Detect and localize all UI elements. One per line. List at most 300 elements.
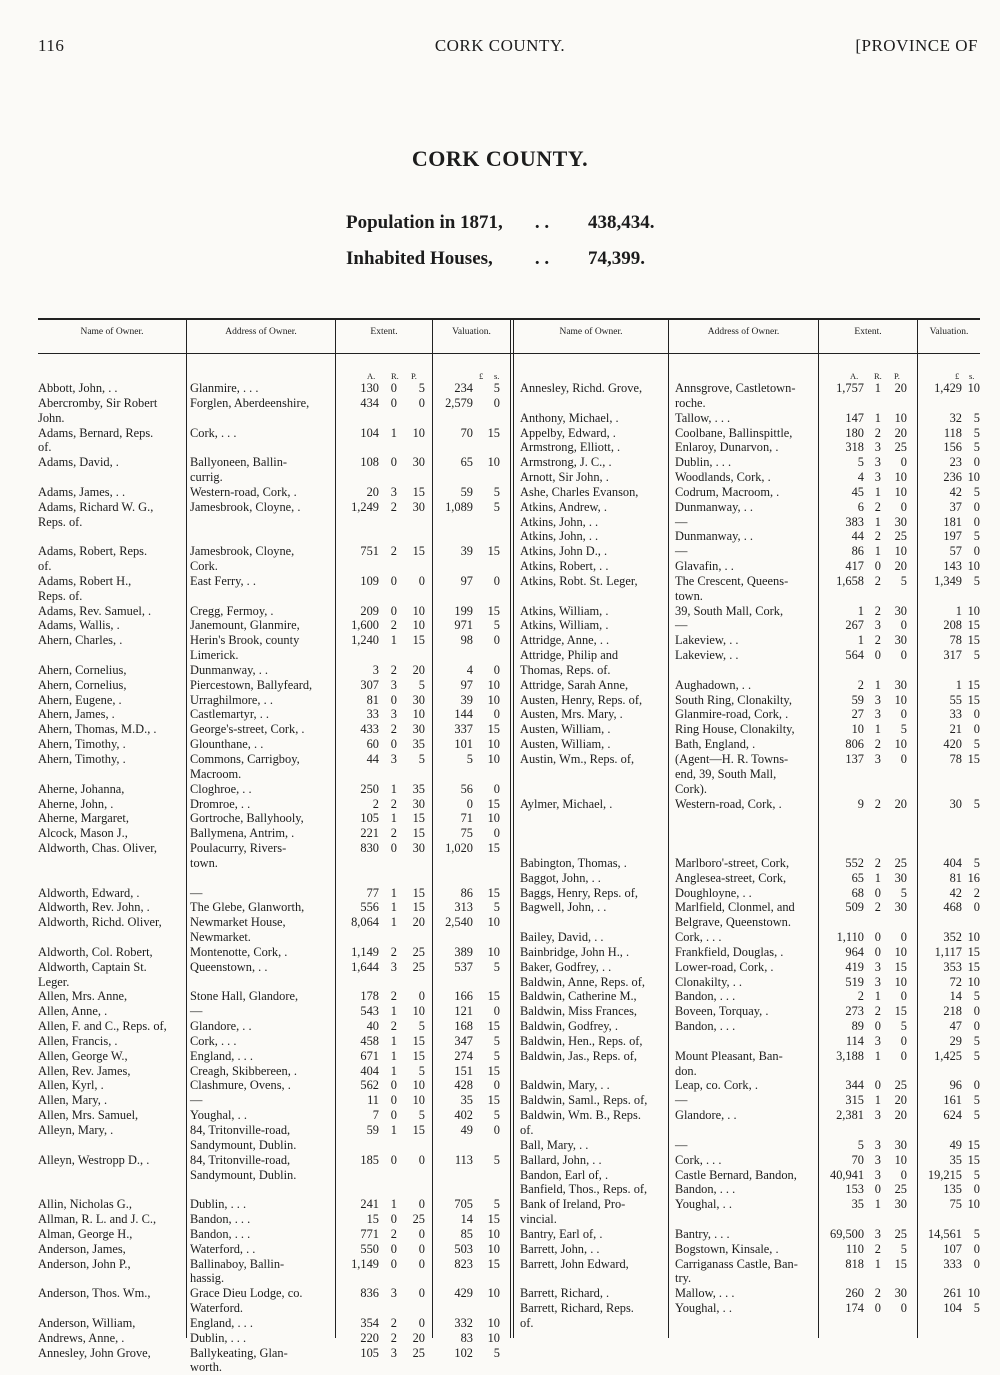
owner-name: Anderson, John P., (38, 1256, 131, 1271)
extent-perches: 5 (418, 677, 425, 692)
extent-perches: 30 (412, 796, 425, 811)
extent-perches: 5 (418, 1063, 425, 1078)
valuation-pounds: 5 (466, 752, 473, 766)
valuation-shillings: 5 (493, 959, 500, 974)
owner-address: Dunmanway, . . (190, 662, 268, 677)
extent-acres: 1,240 (351, 633, 379, 648)
extent-roods: 3 (390, 959, 397, 974)
extent-roods: 0 (390, 1108, 397, 1123)
col-header-address: Address of Owner. (707, 327, 780, 337)
owner-name: of. (38, 559, 52, 574)
owner-address: Sandymount, Dublin. (190, 1167, 297, 1182)
extent-acres: 552 (845, 855, 864, 870)
extent-perches: 0 (900, 707, 907, 722)
page-title: CORK COUNTY. (411, 146, 589, 171)
valuation-pounds: 337 (454, 722, 473, 737)
extent-acres: 114 (845, 1033, 864, 1048)
valuation-pounds: 4 (466, 662, 473, 677)
col-header-name: Name of Owner. (559, 327, 623, 337)
valuation-shillings: 16 (967, 870, 980, 885)
valuation-pounds: 56 (460, 781, 473, 796)
owner-name: Austen, Henry, Reps. of, (520, 692, 643, 707)
owner-name: Bank of Ireland, Pro- (520, 1197, 626, 1212)
valuation-pounds: 49 (460, 1123, 473, 1137)
owner-address: (Agent—H. R. Towns- (675, 752, 789, 766)
owner-address: Leap, co. Cork, . (675, 1078, 758, 1093)
extent-acres: 2 (857, 989, 864, 1004)
valuation-pounds: 468 (943, 900, 962, 915)
extent-roods: 1 (390, 633, 397, 648)
owner-address: Queenstown, . . (190, 959, 268, 974)
extent-roods: 3 (390, 707, 397, 722)
valuation-pounds: 37 (949, 499, 962, 514)
stat-dots: . . (534, 248, 550, 269)
owner-name: Barrett, John Edward, (520, 1256, 629, 1271)
valuation-shillings: 10 (487, 944, 500, 959)
valuation-pounds: 23 (949, 455, 962, 470)
owner-address: The Crescent, Queens- (675, 573, 789, 588)
owner-address: Youghal, . . (675, 1301, 732, 1316)
extent-acres: 109 (360, 573, 379, 588)
owner-address: Dunmanway, . . (675, 529, 753, 544)
extent-perches: 0 (900, 752, 907, 766)
valuation-pounds: 199 (454, 603, 473, 618)
owner-address: Mount Pleasant, Ban- (675, 1048, 783, 1063)
extent-perches: 0 (900, 499, 907, 514)
extent-acres: 147 (845, 410, 864, 425)
valuation-shillings: 0 (973, 455, 980, 470)
owner-name: Anthony, Michael, . (520, 410, 619, 425)
extent-roods: 2 (390, 1330, 397, 1345)
owner-address: 84, Tritonville-road, (190, 1123, 291, 1137)
extent-acres: 836 (360, 1286, 379, 1301)
valuation-shillings: 0 (493, 707, 500, 722)
owner-address: Marlboro'-street, Cork, (675, 855, 790, 870)
owner-address: Western-road, Cork, . (675, 796, 782, 811)
extent-roods: 0 (390, 1152, 397, 1167)
extent-roods: 1 (874, 484, 881, 499)
page-number: 116 (38, 36, 65, 55)
valuation-shillings: 5 (973, 410, 980, 425)
valuation-shillings: 10 (487, 1226, 500, 1241)
column-rule (186, 318, 187, 1338)
valuation-shillings: 5 (973, 737, 980, 752)
extent-roods: 0 (874, 1301, 881, 1316)
table-top-rule (38, 318, 980, 320)
valuation-pounds: 404 (943, 855, 962, 870)
extent-roods: 2 (874, 796, 881, 811)
extent-acres: 417 (845, 559, 864, 574)
extent-acres: 10 (851, 722, 864, 737)
extent-roods: 2 (874, 855, 881, 870)
valuation-shillings: 10 (967, 930, 980, 945)
owner-name: Attridge, Sarah Anne, (520, 677, 629, 692)
valuation-pounds: 313 (454, 900, 473, 915)
owner-address: Cregg, Fermoy, . (190, 603, 274, 618)
extent-roods: 0 (874, 1019, 881, 1034)
extent-roods: 0 (874, 559, 881, 574)
extent-acres: 77 (366, 885, 379, 900)
extent-perches: 30 (894, 603, 907, 618)
extent-roods: 3 (874, 1167, 881, 1182)
extent-perches: 15 (412, 1123, 425, 1137)
owner-name: Adams, Robert, Reps. (38, 544, 148, 559)
extent-roods: 3 (874, 455, 881, 470)
owner-address: Clonakilty, . . (675, 974, 742, 989)
extent-perches: 20 (412, 662, 425, 677)
owner-address: Lakeview, . . (675, 648, 739, 663)
owner-address: Newmarket. (190, 930, 251, 945)
owner-address: Commons, Carrigboy, (190, 752, 300, 766)
extent-perches: 35 (412, 781, 425, 796)
extent-roods: 0 (390, 737, 397, 752)
extent-perches: 0 (900, 989, 907, 1004)
owner-address: Glavafin, . . (675, 559, 734, 574)
owner-address: South Ring, Clonakilty, (675, 692, 792, 707)
extent-acres: 267 (845, 618, 864, 633)
owner-name: of. (520, 1315, 534, 1330)
extent-acres: 178 (360, 989, 379, 1004)
extent-acres: 44 (851, 529, 864, 544)
extent-roods: 3 (874, 692, 881, 707)
owner-name: Atkins, John D., . (520, 544, 608, 559)
owner-address: Cork. (190, 559, 218, 574)
extent-perches: 5 (418, 381, 425, 395)
owner-name: Adams, Robert H., (38, 573, 132, 588)
owner-address: Janemount, Glanmire, (190, 618, 300, 633)
stat-value: 438,434. (588, 212, 655, 233)
owner-address: Tallow, . . . (675, 410, 731, 425)
valuation-pounds: 135 (943, 1182, 962, 1197)
column-rule (668, 318, 669, 1338)
valuation-pounds: 96 (949, 1078, 962, 1093)
owner-name: Bagwell, John, . . (520, 900, 607, 915)
valuation-pounds: 35 (460, 1093, 473, 1108)
valuation-pounds: 70 (460, 425, 473, 440)
owner-address: Bogstown, Kinsale, . (675, 1241, 779, 1256)
valuation-shillings: 15 (487, 885, 500, 900)
owner-name: Banfield, Thos., Reps. of, (520, 1182, 648, 1197)
extent-acres: 404 (360, 1063, 379, 1078)
valuation-pounds: 102 (454, 1345, 473, 1360)
extent-perches: 10 (412, 618, 425, 633)
extent-roods: 3 (874, 1108, 881, 1123)
owner-address: Bandon, . . . (190, 1212, 251, 1227)
extent-roods: 0 (874, 944, 881, 959)
valuation-shillings: 0 (973, 499, 980, 514)
valuation-shillings: 5 (493, 484, 500, 499)
owner-name: Attridge, Philip and (520, 648, 619, 663)
owner-address: Poulacurry, Rivers- (190, 841, 287, 856)
valuation-pounds: 1,429 (934, 381, 962, 395)
owner-address: Lower-road, Cork, . (675, 959, 774, 974)
owner-address: Newmarket House, (190, 915, 286, 930)
valuation-shillings: 15 (967, 959, 980, 974)
extent-acres: 20 (366, 484, 379, 499)
valuation-pounds: 14 (460, 1212, 473, 1227)
extent-acres: 44 (366, 752, 379, 766)
owner-name: Anderson, William, (38, 1315, 136, 1330)
valuation-pounds: 0 (466, 796, 473, 811)
valuation-shillings: 0 (973, 1182, 980, 1197)
extent-perches: 30 (894, 900, 907, 915)
owner-address: Urraghilmore, . . (190, 692, 273, 707)
valuation-pounds: 2,579 (445, 395, 473, 410)
extent-acres: 519 (845, 974, 864, 989)
owner-address: Glandore, . . (675, 1108, 737, 1123)
valuation-shillings: 10 (487, 455, 500, 470)
extent-roods: 0 (390, 692, 397, 707)
valuation-pounds: 218 (943, 1004, 962, 1019)
extent-perches: 10 (894, 484, 907, 499)
valuation-shillings: 10 (487, 1315, 500, 1330)
extent-roods: 0 (390, 1093, 397, 1108)
extent-roods: 3 (874, 470, 881, 485)
extent-acres: 108 (360, 455, 379, 470)
valuation-shillings: 15 (487, 1019, 500, 1034)
extent-perches: 35 (412, 737, 425, 752)
extent-acres: 33 (366, 707, 379, 722)
valuation-shillings: 5 (493, 900, 500, 915)
extent-perches: 0 (418, 573, 425, 588)
owner-address: Glounthane, . . (190, 737, 264, 752)
owner-name: Barrett, Richard, . (520, 1286, 610, 1301)
extent-perches: 30 (894, 514, 907, 529)
owner-address: Cork). (675, 781, 708, 796)
owner-name: Aldworth, Col. Robert, (38, 944, 153, 959)
valuation-pounds: 347 (454, 1033, 473, 1048)
extent-perches: 0 (418, 1241, 425, 1256)
valuation-pounds: 503 (454, 1241, 473, 1256)
valuation-shillings: 10 (967, 603, 980, 618)
unit-acres: A. (850, 371, 859, 381)
running-title: CORK COUNTY. (434, 36, 566, 55)
extent-roods: 0 (874, 1078, 881, 1093)
extent-acres: 1,249 (351, 499, 379, 514)
extent-acres: 86 (851, 544, 864, 559)
valuation-shillings: 10 (487, 752, 500, 766)
owner-address: Lakeview, . . (675, 633, 739, 648)
owner-address: Bath, England, . (675, 737, 756, 752)
valuation-shillings: 0 (973, 1241, 980, 1256)
owner-name: Baldwin, Wm. B., Reps. (520, 1108, 641, 1123)
extent-perches: 30 (894, 1197, 907, 1212)
extent-perches: 20 (894, 381, 907, 395)
valuation-shillings: 0 (973, 707, 980, 722)
owner-address: Limerick. (190, 648, 239, 663)
valuation-pounds: 143 (943, 559, 962, 574)
extent-acres: 250 (360, 781, 379, 796)
extent-acres: 1,149 (351, 944, 379, 959)
owner-address: Frankfield, Douglas, . (675, 944, 784, 959)
extent-acres: 818 (845, 1256, 864, 1271)
owner-name: Barrett, Richard, Reps. (520, 1301, 634, 1316)
valuation-shillings: 0 (973, 1078, 980, 1093)
owner-name: Aherne, Margaret, (38, 811, 129, 826)
extent-roods: 2 (390, 796, 397, 811)
owner-address: Jamesbrook, Cloyne, . (190, 499, 301, 514)
extent-perches: 15 (412, 826, 425, 841)
extent-acres: 68 (851, 885, 864, 900)
extent-perches: 30 (894, 1286, 907, 1301)
owner-address: — (190, 1093, 203, 1108)
extent-roods: 2 (390, 618, 397, 633)
extent-perches: 20 (412, 915, 425, 930)
owner-address: Woodlands, Cork, . (675, 470, 771, 485)
extent-perches: 30 (412, 722, 425, 737)
extent-roods: 2 (874, 529, 881, 544)
extent-roods: 0 (874, 930, 881, 945)
extent-roods: 3 (874, 1137, 881, 1152)
extent-roods: 1 (390, 425, 397, 440)
owner-address: Dublin, . . . (675, 455, 732, 470)
stat-label: Inhabited Houses, (346, 248, 493, 269)
valuation-shillings: 15 (487, 1063, 500, 1078)
valuation-shillings: 5 (493, 618, 500, 633)
extent-acres: 70 (851, 1152, 864, 1167)
extent-perches: 30 (412, 841, 425, 856)
owner-address: George's-street, Cork, . (190, 722, 305, 737)
valuation-pounds: 71 (460, 811, 473, 826)
valuation-pounds: 19,215 (927, 1167, 962, 1182)
owner-name: of. (520, 1123, 534, 1137)
owner-name: Aylmer, Michael, . (520, 796, 613, 811)
extent-acres: 315 (845, 1093, 864, 1108)
owner-address: — (675, 544, 688, 559)
valuation-shillings: 5 (493, 499, 500, 514)
extent-acres: 89 (851, 1019, 864, 1034)
extent-perches: 25 (894, 1182, 907, 1197)
valuation-pounds: 420 (943, 737, 962, 752)
extent-acres: 81 (366, 692, 379, 707)
owner-name: Baldwin, Jas., Reps. of, (520, 1048, 638, 1063)
valuation-shillings: 5 (493, 1033, 500, 1048)
extent-acres: 105 (360, 811, 379, 826)
valuation-shillings: 5 (493, 1197, 500, 1212)
unit-shillings: s. (494, 371, 500, 381)
valuation-shillings: 15 (487, 544, 500, 559)
extent-perches: 15 (412, 633, 425, 648)
owner-name: Anderson, James, (38, 1241, 126, 1256)
valuation-pounds: 86 (460, 885, 473, 900)
extent-roods: 2 (390, 989, 397, 1004)
owner-name: Austen, William, . (520, 737, 611, 752)
owner-name: Armstrong, Elliott, . (520, 440, 621, 455)
owner-name: Annesley, Richd. Grove, (520, 381, 643, 395)
owner-name: Austen, Mrs. Mary, . (520, 707, 623, 722)
extent-acres: 964 (845, 944, 864, 959)
owner-address: end, 39, South Mall, (675, 766, 777, 781)
extent-roods: 2 (390, 944, 397, 959)
valuation-pounds: 197 (943, 529, 962, 544)
extent-roods: 2 (390, 499, 397, 514)
valuation-pounds: 75 (460, 826, 473, 841)
owner-address: 39, South Mall, Cork, (675, 603, 784, 618)
extent-perches: 5 (900, 885, 907, 900)
extent-acres: 806 (845, 737, 864, 752)
extent-roods: 3 (390, 677, 397, 692)
valuation-pounds: 78 (949, 752, 962, 766)
owner-address: Marlfield, Clonmel, and (675, 900, 795, 915)
extent-acres: 1 (857, 603, 864, 618)
col-header-valuation: Valuation. (929, 327, 969, 337)
valuation-pounds: 971 (454, 618, 473, 633)
owner-address: — (675, 1137, 688, 1152)
extent-perches: 25 (894, 1078, 907, 1093)
valuation-shillings: 0 (493, 1123, 500, 1137)
owner-name: Reps. of. (38, 588, 83, 603)
section-title: [PROVINCE OF (855, 36, 978, 55)
valuation-shillings: 15 (487, 603, 500, 618)
valuation-pounds: 161 (943, 1093, 962, 1108)
extent-acres: 434 (360, 395, 379, 410)
extent-acres: 433 (360, 722, 379, 737)
col-header-valuation: Valuation. (452, 327, 491, 337)
valuation-pounds: 32 (949, 410, 962, 425)
extent-acres: 1,149 (351, 1256, 379, 1271)
extent-perches: 15 (412, 811, 425, 826)
valuation-pounds: 97 (460, 677, 473, 692)
valuation-shillings: 10 (967, 974, 980, 989)
valuation-shillings: 15 (487, 425, 500, 440)
extent-perches: 0 (418, 1197, 425, 1212)
extent-roods: 3 (390, 484, 397, 499)
extent-perches: 15 (412, 1048, 425, 1063)
extent-acres: 9 (857, 796, 864, 811)
extent-roods: 2 (390, 544, 397, 559)
unit-perches: P. (411, 371, 417, 381)
extent-perches: 15 (412, 1033, 425, 1048)
owner-name: Allen, F. and C., Reps. of, (38, 1019, 167, 1034)
extent-perches: 30 (894, 870, 907, 885)
extent-acres: 273 (845, 1004, 864, 1019)
owner-address: Stone Hall, Glandore, (190, 989, 299, 1004)
extent-roods: 0 (390, 573, 397, 588)
extent-roods: 3 (874, 707, 881, 722)
owner-name: Allen, George W., (38, 1048, 128, 1063)
valuation-pounds: 353 (943, 959, 962, 974)
owner-name: vincial. (520, 1212, 557, 1227)
owner-address: Cork, . . . (675, 930, 722, 945)
extent-perches: 15 (412, 484, 425, 499)
owner-name: Leger. (38, 974, 70, 989)
valuation-pounds: 39 (460, 544, 473, 559)
valuation-pounds: 1,117 (934, 944, 962, 959)
extent-perches: 10 (412, 1093, 425, 1108)
valuation-pounds: 81 (949, 870, 962, 885)
valuation-shillings: 0 (973, 1256, 980, 1271)
owner-name: Aherne, John, . (38, 796, 114, 811)
valuation-pounds: 107 (943, 1241, 962, 1256)
extent-perches: 15 (894, 959, 907, 974)
extent-acres: 260 (845, 1286, 864, 1301)
extent-roods: 0 (390, 841, 397, 856)
valuation-shillings: 5 (973, 1167, 980, 1182)
valuation-pounds: 156 (943, 440, 962, 455)
owner-name: Ballard, John, . . (520, 1152, 602, 1167)
extent-perches: 0 (418, 1226, 425, 1241)
extent-perches: 15 (412, 544, 425, 559)
owner-name: Atkins, Andrew, . (520, 499, 607, 514)
valuation-pounds: 14 (949, 989, 962, 1004)
owner-address: Bandon, . . . (675, 1019, 736, 1034)
extent-perches: 0 (900, 1167, 907, 1182)
valuation-pounds: 1 (955, 677, 962, 692)
extent-perches: 15 (412, 885, 425, 900)
extent-acres: 509 (845, 900, 864, 915)
extent-perches: 5 (418, 752, 425, 766)
valuation-shillings: 15 (487, 989, 500, 1004)
